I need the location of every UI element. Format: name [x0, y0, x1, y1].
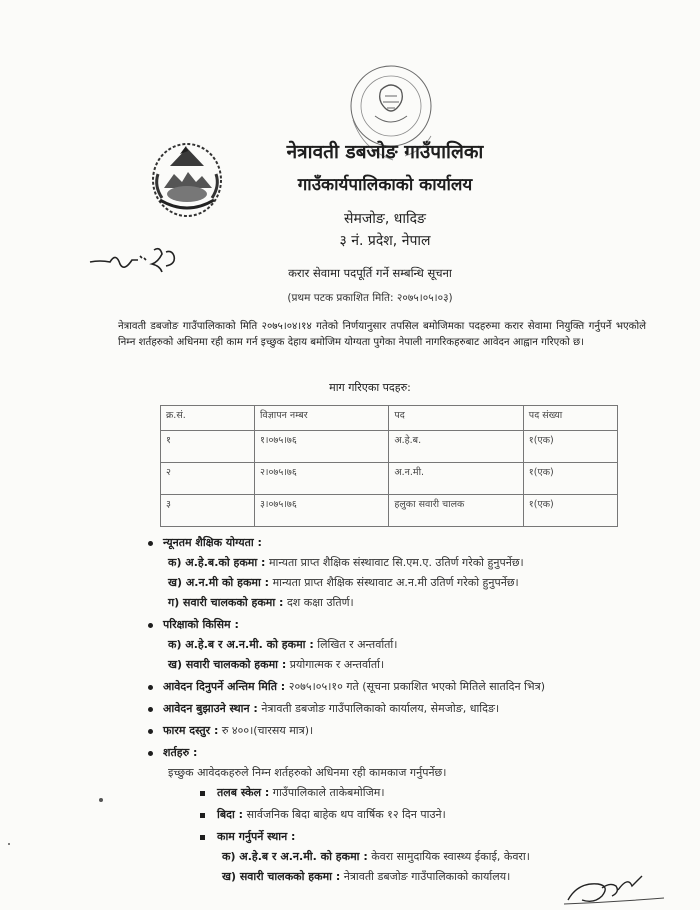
- fee-item: फारम दस्तुर : रु ४००।(चारसय मात्र)।: [148, 720, 313, 741]
- table-header-row: [161, 406, 618, 431]
- intro-paragraph: नेत्रावती डबजोङ गाउँपालिकाको मिति २०७५।०४।१४ गतेको निर्णयानुसार तपसिल बमोजिमका पदहरुमा करार सेवामा नियुक्ति गर्नुपर्ने भएकोले निम्न शर्तहरुको अधिनमा रही काम गर्न इच्छुक देहाय बमोजिम योग्यता पुगेका नेपाली नागरिकहरुबाट आवेदन आह्वान गरिएको छ।: [118, 321, 646, 348]
- table-cell: १(एक): [523, 495, 617, 527]
- posts-table: [160, 405, 618, 527]
- workplace-item: क) अ.हे.ब र अ.न.मी. को हकमा : केवरा सामुदायिक स्वास्थ्य ईकाई, केवरा।: [222, 850, 530, 863]
- column-header: विज्ञापन नम्बर: [254, 406, 388, 431]
- organization-name: नेत्रावती डबजोङ गाउँपालिका: [286, 141, 484, 163]
- table-cell: २।०७५।७६: [254, 463, 388, 495]
- column-header: पद संख्या: [523, 406, 617, 431]
- table-cell: ३: [161, 495, 255, 527]
- terms-intro: इच्छुक आवेदकहरुले निम्न शर्तहरुको अधिनमा रही कामकाज गर्नुपर्नेछ।: [168, 766, 447, 779]
- table-cell: हलुका सवारी चालक: [389, 495, 523, 527]
- table-cell: १।०७५।७६: [254, 431, 388, 463]
- square-bullet-icon: [200, 835, 205, 840]
- table-cell: १(एक): [523, 463, 617, 495]
- workplace-item: ख) सवारी चालकको हकमा : नेत्रावती डबजोङ गाउँपालिकाको कार्यालय।: [222, 870, 511, 883]
- table-cell: ३।०७५।७६: [254, 495, 388, 527]
- qualification-item: क) अ.हे.ब.को हकमा : मान्यता प्राप्त शैक्षिक संस्थावाट सि.एम.ए. उतिर्ण गरेको हुनुपर्नेछ।: [168, 556, 524, 569]
- exam-item: ख) सवारी चालकको हकमा : प्रयोगात्मक र अन्तर्वार्ता।: [168, 658, 385, 671]
- bullet-icon: [148, 623, 153, 628]
- qualification-item: ग) सवारी चालकको हकमा : दश कक्षा उतिर्ण।: [168, 596, 354, 609]
- square-bullet-icon: [200, 791, 205, 796]
- bullet-icon: [148, 685, 153, 690]
- table-cell: अ.हे.ब.: [389, 431, 523, 463]
- exam-heading: परिक्षाको किसिम :: [148, 614, 239, 635]
- workplace-term: काम गर्नुपर्ने स्थान :: [200, 826, 295, 847]
- notice-title: करार सेवामा पदपूर्ति गर्ने सम्बन्धि सूचना: [288, 266, 452, 280]
- exam-item: क) अ.हे.ब र अ.न.मी. को हकमा : लिखित र अन्तर्वार्ता।: [168, 638, 398, 651]
- bullet-icon: [148, 729, 153, 734]
- square-bullet-icon: [200, 813, 205, 818]
- qualification-heading: न्यूनतम शैक्षिक योग्यता :: [148, 532, 262, 553]
- deadline-item: आवेदन दिनुपर्ने अन्तिम मिति : २०७५।०५।१० गते (सूचना प्रकाशित भएको मितिले सातदिन भित्र): [148, 676, 545, 697]
- salary-term: तलब स्केल : गाउँपालिकाले ताकेबमोजिम।: [200, 782, 385, 803]
- scan-speck: [99, 798, 103, 802]
- column-header: पद: [389, 406, 523, 431]
- address-line-2: ३ नं. प्रदेश, नेपाल: [339, 233, 431, 249]
- location-item: आवेदन बुझाउने स्थान : नेत्रावती डबजोङ गाउँपालिकाको कार्यालय, सेमजोङ, धादिङ।: [148, 698, 499, 719]
- table-row: [161, 495, 618, 527]
- bullet-icon: [148, 751, 153, 756]
- table-cell: २: [161, 463, 255, 495]
- table-cell: १(एक): [523, 431, 617, 463]
- address-line-1: सेमजोङ, धादिङ: [344, 211, 426, 227]
- posts-heading: माग गरिएका पदहरु:: [329, 381, 411, 394]
- publish-date: (प्रथम पटक प्रकाशित मिति: २०७५।०५।०३): [287, 292, 453, 304]
- terms-heading: शर्तहरु :: [148, 742, 197, 763]
- bullet-icon: [148, 541, 153, 546]
- table-row: [161, 431, 618, 463]
- office-name: गाउँकार्यपालिकाको कार्यालय: [297, 175, 473, 195]
- column-header: क्र.सं.: [161, 406, 255, 431]
- leave-term: बिदा : सार्वजनिक बिदा बाहेक थप वार्षिक १२ दिन पाउने।: [200, 804, 446, 825]
- bullet-icon: [148, 707, 153, 712]
- table-row: [161, 463, 618, 495]
- table-cell: १: [161, 431, 255, 463]
- table-cell: अ.न.मी.: [389, 463, 523, 495]
- handwritten-signature: [562, 868, 670, 906]
- scan-speck: [8, 843, 10, 845]
- qualification-item: ख) अ.न.मी को हकमा : मान्यता प्राप्त शैक्षिक संस्थावाट अ.न.मी उतिर्ण गरेको हुनुपर्नेछ।: [168, 576, 519, 589]
